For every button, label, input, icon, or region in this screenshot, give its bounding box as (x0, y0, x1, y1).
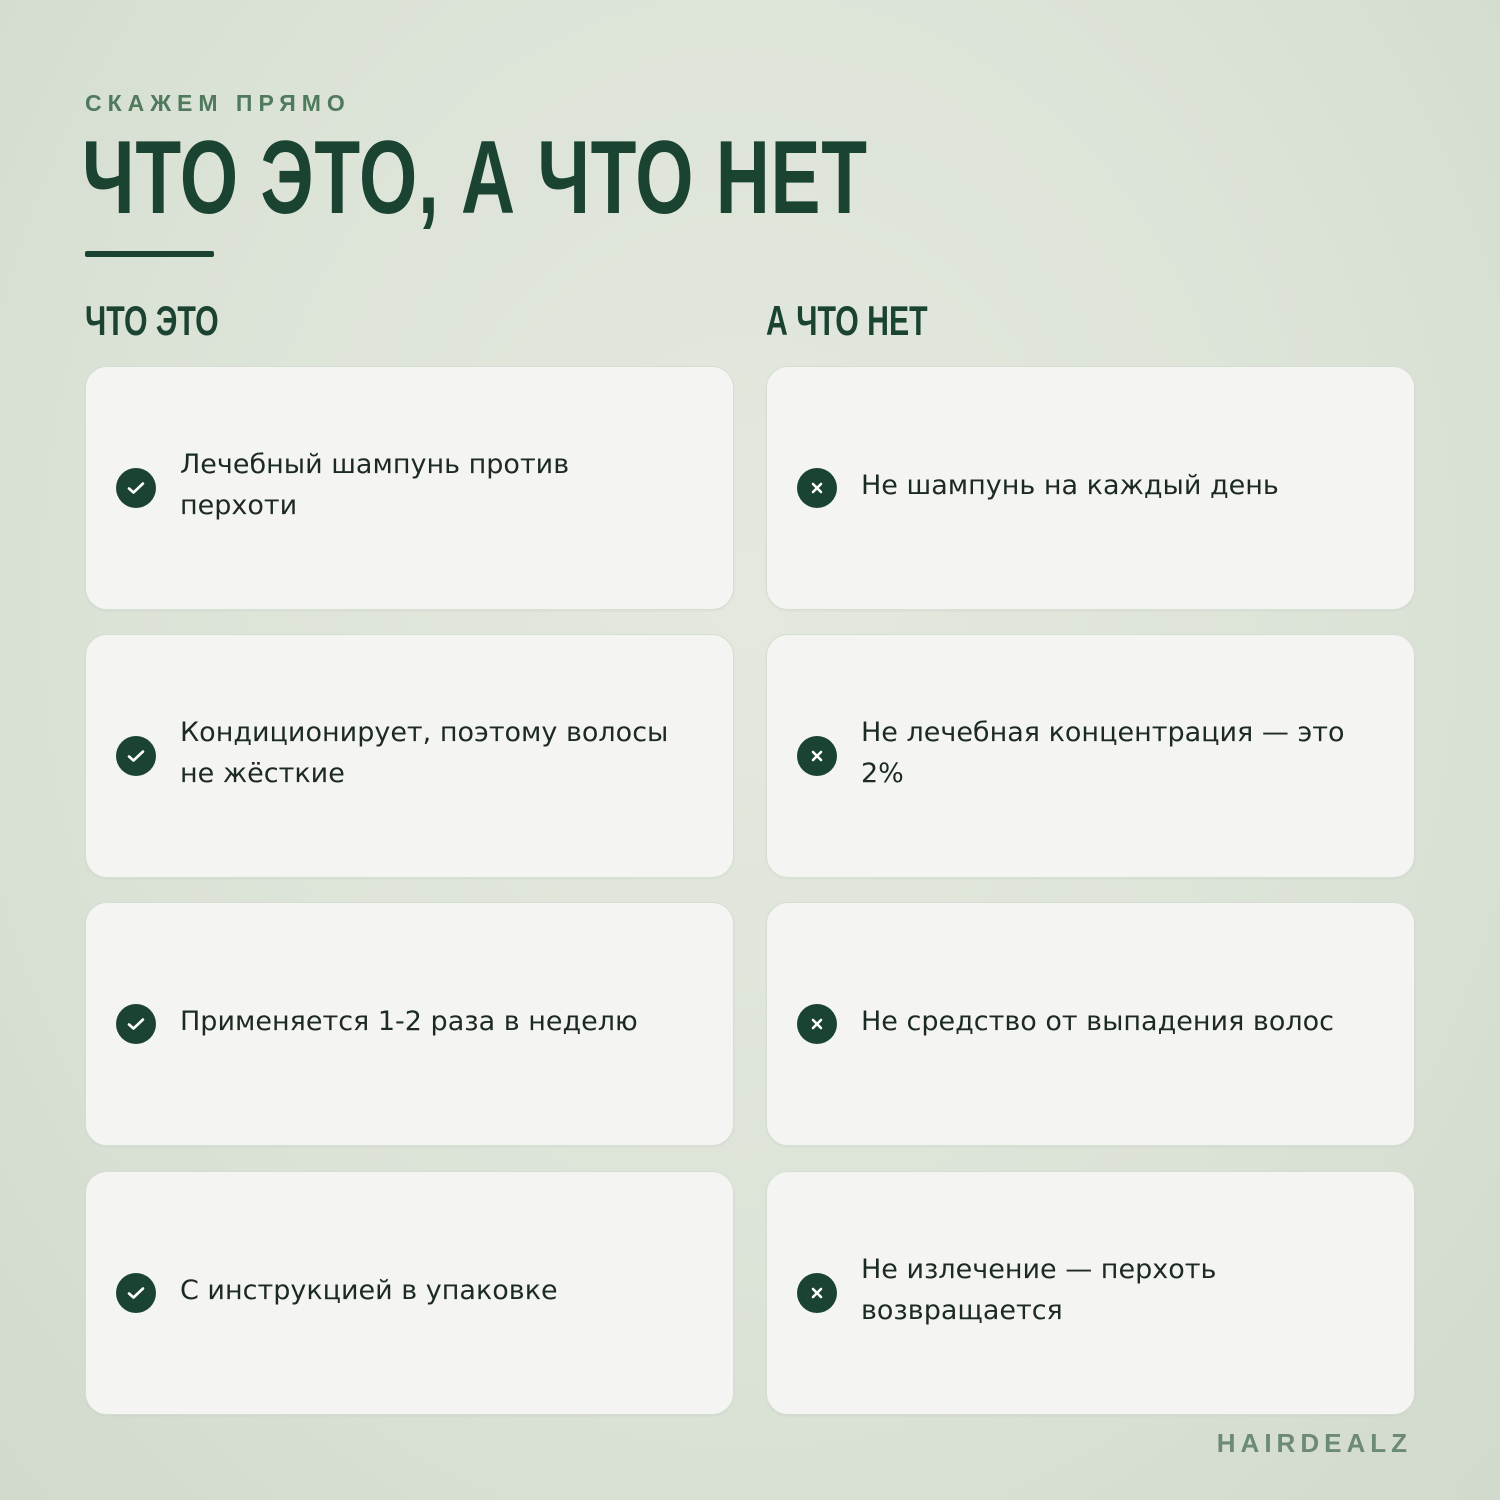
list-item (85, 902, 734, 1146)
item-text: Не излечение — перхоть возвращается (861, 1254, 1217, 1326)
check-icon (116, 736, 156, 776)
check-icon (116, 1273, 156, 1313)
list-item (85, 366, 734, 610)
item-text: Не лечебная концентрация — это 2% (861, 717, 1345, 789)
list-item (766, 634, 1415, 878)
check-icon (116, 468, 156, 508)
list-item (85, 1171, 734, 1415)
list-item (766, 1171, 1415, 1415)
column-heading-right: А ЧТО НЕТ (766, 297, 928, 344)
cross-icon (797, 1004, 837, 1044)
cross-icon (797, 736, 837, 776)
item-text: Лечебный шампунь против перхоти (180, 449, 570, 521)
title-underline (85, 251, 214, 257)
item-text: Не средство от выпадения волос (861, 1005, 1334, 1037)
item-text: Кондиционирует, поэтому волосы не жёсткие (180, 717, 669, 789)
eyebrow-label: СКАЖЕМ ПРЯМО (85, 90, 351, 116)
cross-icon (797, 468, 837, 508)
item-text: Применяется 1-2 раза в неделю (180, 1005, 638, 1037)
brand-logo-text: HAIRDEALZ (1216, 1428, 1412, 1458)
item-text: С инструкцией в упаковке (180, 1274, 558, 1306)
cross-icon (797, 1273, 837, 1313)
list-item (85, 634, 734, 878)
list-item (766, 366, 1415, 610)
list-item (766, 902, 1415, 1146)
item-text: Не шампунь на каждый день (861, 469, 1279, 501)
check-icon (116, 1004, 156, 1044)
column-heading-left: ЧТО ЭТО (85, 297, 219, 344)
page-title: ЧТО ЭТО, А ЧТО НЕТ (82, 120, 868, 236)
